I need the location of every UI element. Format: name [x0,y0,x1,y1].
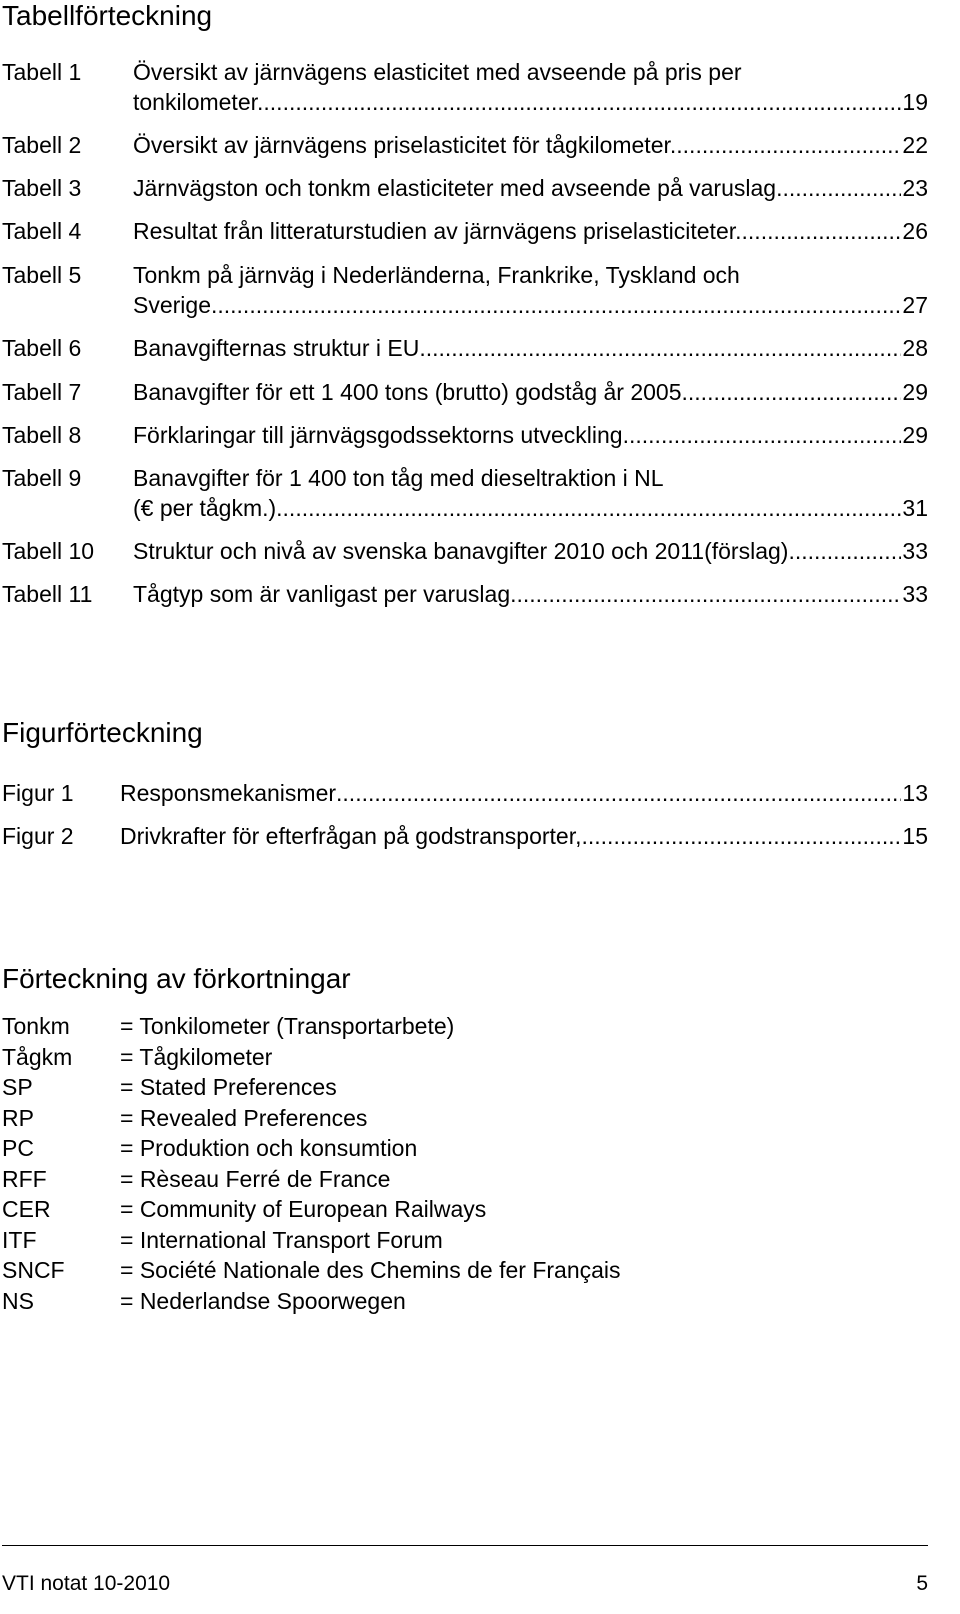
abbreviation-meaning: = Nederlandse Spoorwegen [120,1288,406,1314]
figure-number: Figur 1 [2,780,74,806]
dot-leader [782,173,901,203]
dot-leader [276,493,901,523]
table-title: Översikt av järnvägens priselasticitet för tågkilometer. [133,132,677,158]
page-number: 29 [902,379,928,405]
table-number: Tabell 9 [2,465,82,491]
dot-leader [623,420,902,450]
dot-leader [263,87,901,117]
footer-rule [2,1545,928,1546]
page-number: 33 [902,581,928,607]
table-entry[interactable] [2,57,928,117]
abbreviation-meaning: = Tonkilometer (Transportarbete) [120,1013,455,1039]
footer-report-id: VTI notat 10-2010 [2,1572,171,1595]
table-title: Banavgifter för ett 1 400 tons (brutto) godståg år 2005. [133,379,688,405]
abbreviation-meaning: = Community of European Railways [120,1196,487,1222]
table-entry[interactable] [2,463,928,523]
table-number: Tabell 5 [2,262,82,288]
abbreviation: RFF [2,1166,47,1192]
page-number: 23 [902,175,928,201]
table-number: Tabell 3 [2,175,82,201]
abbreviation-meaning: = International Transport Forum [120,1227,443,1253]
page-number: 29 [902,422,928,448]
abbreviation: Tonkm [2,1013,70,1039]
abbreviation: NS [2,1288,34,1314]
abbreviation: Tågkm [2,1044,73,1070]
abbreviation: PC [2,1135,34,1161]
table-title: Resultat från litteraturstudien av järnvägens priselasticiteter. [133,218,742,244]
dot-leader [517,579,902,609]
dot-leader [582,821,902,851]
table-number: Tabell 1 [2,59,82,85]
table-number: Tabell 4 [2,218,82,244]
table-entry[interactable] [2,260,928,320]
table-number: Tabell 6 [2,335,82,361]
abbreviation-meaning: = Tågkilometer [120,1044,273,1070]
abbreviation: ITF [2,1227,37,1253]
abbreviation-meaning: = Produktion och konsumtion [120,1135,418,1161]
dot-leader [217,290,901,320]
table-number: Tabell 11 [2,581,93,607]
dot-leader [688,377,902,407]
abbreviation-meaning: = Stated Preferences [120,1074,337,1100]
page-number: 13 [902,780,928,806]
page-number: 15 [902,823,928,849]
tables-heading: Tabellförteckning [2,0,213,31]
table-title-line: Översikt av järnvägens elasticitet med avseende på pris per [133,59,742,85]
page-number: 26 [902,218,928,244]
abbreviation-meaning: = Société Nationale des Chemins de fer Français [120,1257,621,1283]
dot-leader [742,216,902,246]
figure-title: Drivkrafter för efterfrågan på godstransporter, [120,823,582,849]
footer-page-number: 5 [916,1572,928,1595]
page-number: 33 [902,538,928,564]
dot-leader [336,778,901,808]
abbreviation-meaning: = Rèseau Ferré de France [120,1166,391,1192]
table-number: Tabell 10 [2,538,95,564]
table-title-line: Banavgifter för 1 400 ton tåg med dieseltraktion i NL [133,465,664,491]
page-number: 28 [902,335,928,361]
abbreviation: RP [2,1105,34,1131]
abbreviation: CER [2,1196,51,1222]
figures-heading: Figurförteckning [2,717,203,748]
page-number: 27 [902,292,928,318]
table-title: Tågtyp som är vanligast per varuslag. [133,581,517,607]
abbreviation: SP [2,1074,33,1100]
table-number: Tabell 7 [2,379,82,405]
page-number: 22 [902,132,928,158]
figure-number: Figur 2 [2,823,74,849]
dot-leader [676,130,901,160]
table-title-line: Tonkm på järnväg i Nederländerna, Frankrike, Tyskland och [133,262,740,288]
abbreviations-heading: Förteckning av förkortningar [2,963,351,994]
table-number: Tabell 8 [2,422,82,448]
table-number: Tabell 2 [2,132,82,158]
table-title: tonkilometer. [133,89,264,115]
figure-title: Responsmekanismer [120,780,337,806]
table-title: (€ per tågkm.) [133,495,277,521]
table-title: Järnvägston och tonkm elasticiteter med avseende på varuslag. [133,175,783,201]
dot-leader [426,333,902,363]
dot-leader [795,536,902,566]
page-number: 19 [902,89,928,115]
abbreviation: SNCF [2,1257,65,1283]
table-title: Förklaringar till järnvägsgodssektorns utveckling [133,422,623,448]
table-title: Struktur och nivå av svenska banavgifter 2010 och 2011(förslag). [133,538,795,564]
page-number: 31 [902,495,928,521]
table-title: Sverige. [133,292,218,318]
abbreviation-meaning: = Revealed Preferences [120,1105,368,1131]
table-title: Banavgifternas struktur i EU. [133,335,426,361]
